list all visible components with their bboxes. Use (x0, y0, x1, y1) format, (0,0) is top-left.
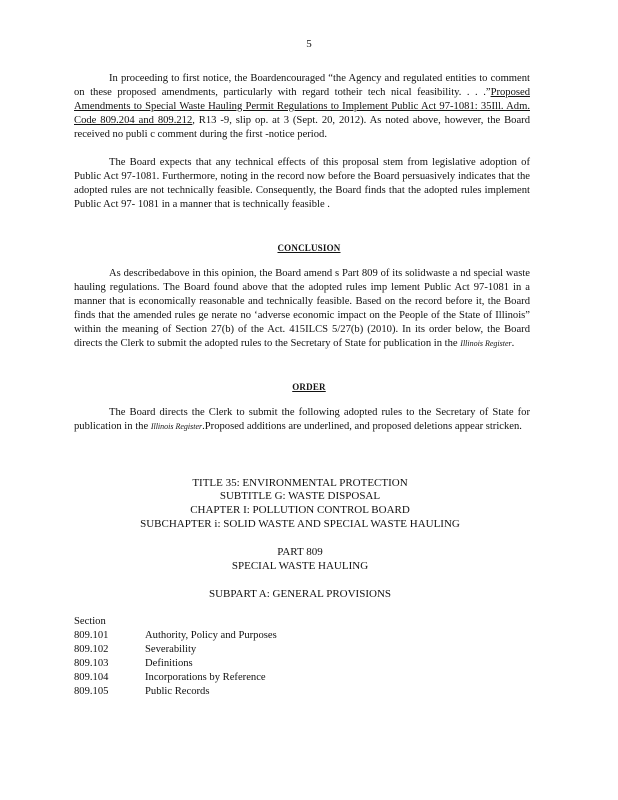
section-number: 809.102 (74, 644, 109, 655)
toc-row (74, 685, 277, 699)
section-number: 809.104 (74, 672, 109, 683)
paragraph-text: . (511, 338, 515, 349)
part-name-line: SPECIAL WASTE HAULING (231, 560, 369, 572)
page-number: 5 (306, 38, 312, 50)
subtitle-line: SUBTITLE G: WASTE DISPOSAL (219, 490, 381, 502)
section-title: Incorporations by Reference (145, 672, 266, 683)
section-title: Authority, Policy and Purposes (145, 630, 277, 641)
section-title: Definitions (145, 658, 193, 669)
subchapter-line: SUBCHAPTER i: SOLID WASTE AND SPECIAL WASTE HAULING (140, 518, 460, 530)
paragraph-text: As describedabove in this opinion, the Board amend s Part 809 of its solidwaste a nd special waste hauling regulations. The Board found above that the adopted rules imp lement Public Act 97-1081 in a manner that is economically reasonable and technically feasible. Based on the record before it, the Board finds that the amended rules ge nerate no ‘adverse economic impact on the People of the State of Illinois” within the meaning of Section 27(b) of the Act. 415ILCS 5/27(b) (2010). In its order below, the Board directs the Clerk to submit the adopted rules to the Secretary of State for publication in the (74, 268, 530, 349)
section-title: Public Records (145, 686, 210, 697)
paragraph-first-notice (74, 72, 530, 142)
section-title: Severability (145, 644, 197, 655)
citation-underlined: Proposed Amendments to Special Waste Hauling Permit Regulations to Implement Public Act 97-1081: 35Ill. Adm. Code 809.204 and 809.212 (74, 87, 530, 126)
conclusion-heading: CONCLUSION (277, 243, 341, 253)
illinois-register-italic: Illinois Register (150, 422, 203, 431)
paragraph-text: , R13 -9, slip op. at 3 (Sept. 20, 2012). As noted above, however, the Board received no publi c comment during the first -notice period. (74, 115, 530, 140)
toc-row (74, 671, 277, 685)
section-number: 809.101 (74, 630, 109, 641)
subpart-line: SUBPART A: GENERAL PROVISIONS (209, 588, 391, 600)
toc-row (74, 643, 277, 657)
toc-row (74, 629, 277, 643)
paragraph-text: The Board expects that any technical effects of this proposal stem from legislative adoption of Public Act 97-1081. Furthermore, noting in the record now before the Board persuasively indicates that the adopted rules are not technically feasible. Consequently, the Board finds that the adopted rules implement Public Act 97- 1081 in a manner that is technically feasible . (74, 157, 530, 210)
part-line: PART 809 (277, 546, 323, 558)
paragraph-text: .Proposed additions are underlined, and proposed deletions appear stricken. (202, 421, 522, 432)
toc-header: Section (74, 616, 106, 627)
toc-row (74, 657, 277, 671)
order-heading: ORDER (292, 382, 326, 392)
paragraph-technical-effects (74, 156, 530, 212)
paragraph-conclusion (74, 267, 530, 351)
chapter-line: CHAPTER I: POLLUTION CONTROL BOARD (190, 504, 410, 516)
paragraph-text: In proceeding to first notice, the Boardencouraged “the Agency and regulated entities to comment on these proposed amendments, particularly with regard totheir tech nical feasibility. . . .” (74, 73, 530, 98)
section-number: 809.105 (74, 686, 109, 697)
illinois-register-italic: Illinois Register (460, 339, 512, 348)
paragraph-order (74, 406, 530, 434)
paragraph-text: The Board directs the Clerk to submit the following adopted rules to the Secretary of State for publication in the (74, 407, 530, 432)
section-table-of-contents (74, 615, 277, 699)
section-number: 809.103 (74, 658, 109, 669)
title-line: TITLE 35: ENVIRONMENTAL PROTECTION (192, 477, 408, 489)
